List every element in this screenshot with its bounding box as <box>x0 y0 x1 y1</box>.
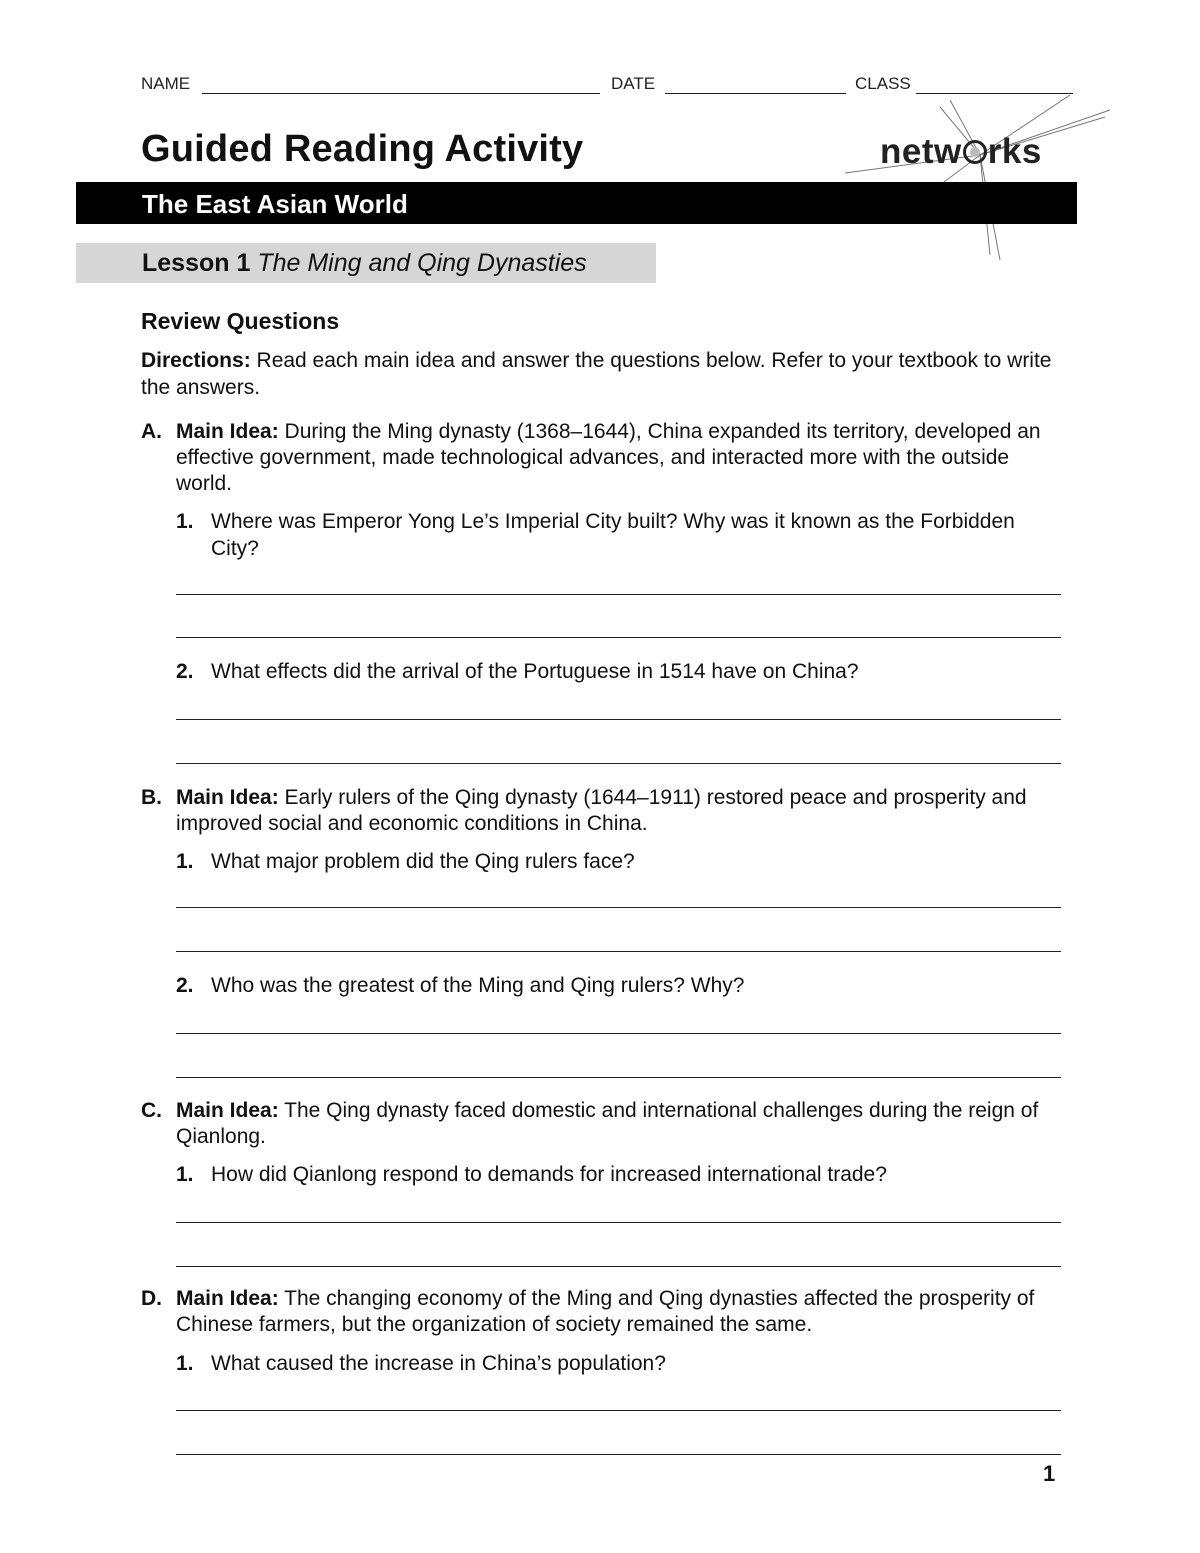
question-number: 1. <box>176 510 194 533</box>
student-info-row <box>141 74 1073 96</box>
directions-text: Read each main idea and answer the questions below. Refer to your textbook to write the answers. <box>141 349 1052 399</box>
name-label: NAME <box>141 74 191 93</box>
question-b1 <box>176 848 1056 875</box>
unit-title: The East Asian World <box>142 189 408 219</box>
question-number: 2. <box>176 974 194 997</box>
question-b2 <box>176 972 1056 999</box>
main-idea-a <box>141 419 1061 497</box>
answer-line-b1-2[interactable] <box>176 951 1061 952</box>
section-heading: Review Questions <box>141 308 340 334</box>
main-idea-text: Early rulers of the Qing dynasty (1644–1911) restored peace and prosperity and improved social and economic conditions in China. <box>176 786 1027 835</box>
networks-o-logo-icon <box>963 140 987 164</box>
question-number: 2. <box>176 660 194 683</box>
question-text: How did Qianlong respond to demands for increased international trade? <box>211 1163 887 1186</box>
question-text: What caused the increase in China’s population? <box>211 1352 666 1375</box>
lesson-number: Lesson 1 <box>142 249 251 277</box>
class-field[interactable] <box>916 93 1073 94</box>
answer-line-a1-1[interactable] <box>176 594 1061 595</box>
main-idea-text: The changing economy of the Ming and Qing dynasties affected the prosperity of Chinese farmers, but the organization of society remained the same. <box>176 1287 1035 1336</box>
answer-line-a1-2[interactable] <box>176 637 1061 638</box>
answer-line-b2-2[interactable] <box>176 1077 1061 1078</box>
question-number: 1. <box>176 850 194 873</box>
main-idea-label: Main Idea: <box>176 786 279 809</box>
unit-banner <box>76 182 1077 224</box>
answer-line-b1-1[interactable] <box>176 907 1061 908</box>
name-field[interactable] <box>202 93 600 94</box>
answer-line-c1-2[interactable] <box>176 1266 1061 1267</box>
main-idea-label: Main Idea: <box>176 420 279 443</box>
main-idea-label: Main Idea: <box>176 1099 279 1122</box>
main-idea-b <box>141 785 1061 837</box>
question-text: Where was Emperor Yong Le’s Imperial City built? Why was it known as the Forbidden City? <box>211 510 1015 560</box>
answer-line-a2-1[interactable] <box>176 719 1061 720</box>
answer-line-a2-2[interactable] <box>176 763 1061 764</box>
question-number: 1. <box>176 1352 194 1375</box>
main-idea-letter: B. <box>141 786 162 809</box>
main-idea-label: Main Idea: <box>176 1287 279 1310</box>
networks-logo <box>880 132 1042 172</box>
main-idea-text: During the Ming dynasty (1368–1644), China expanded its territory, developed an effective government, made technological advances, and interacted more with the outside world. <box>176 420 1041 495</box>
main-idea-d <box>141 1286 1061 1338</box>
document-title: Guided Reading Activity <box>141 128 584 170</box>
answer-line-b2-1[interactable] <box>176 1033 1061 1034</box>
main-idea-c <box>141 1098 1061 1150</box>
lesson-banner <box>76 243 656 283</box>
date-label: DATE <box>611 74 656 93</box>
answer-line-d1-2[interactable] <box>176 1454 1061 1455</box>
question-c1 <box>176 1161 1056 1188</box>
main-idea-letter: A. <box>141 420 162 443</box>
question-text: What major problem did the Qing rulers face? <box>211 850 635 873</box>
lesson-title <box>142 249 587 278</box>
class-label: CLASS <box>855 74 911 93</box>
page-number: 1 <box>1043 1461 1056 1486</box>
question-a2 <box>176 658 1056 685</box>
question-text: Who was the greatest of the Ming and Qing rulers? Why? <box>211 974 745 997</box>
question-a1 <box>176 508 1056 562</box>
brand-text-left: netw <box>880 132 962 171</box>
directions <box>141 347 1061 401</box>
date-field[interactable] <box>665 93 846 94</box>
question-number: 1. <box>176 1163 194 1186</box>
answer-line-d1-1[interactable] <box>176 1410 1061 1411</box>
question-text: What effects did the arrival of the Portuguese in 1514 have on China? <box>211 660 859 683</box>
main-idea-letter: D. <box>141 1287 162 1310</box>
question-d1 <box>176 1350 1056 1377</box>
main-idea-text: The Qing dynasty faced domestic and international challenges during the reign of Qianlong. <box>176 1099 1039 1148</box>
brand-burst-decoration <box>840 95 1120 265</box>
main-idea-letter: C. <box>141 1099 162 1122</box>
directions-label: Directions: <box>141 349 251 372</box>
answer-line-c1-1[interactable] <box>176 1222 1061 1223</box>
lesson-name: The Ming and Qing Dynasties <box>257 249 587 277</box>
brand-text-right: rks <box>987 132 1042 171</box>
